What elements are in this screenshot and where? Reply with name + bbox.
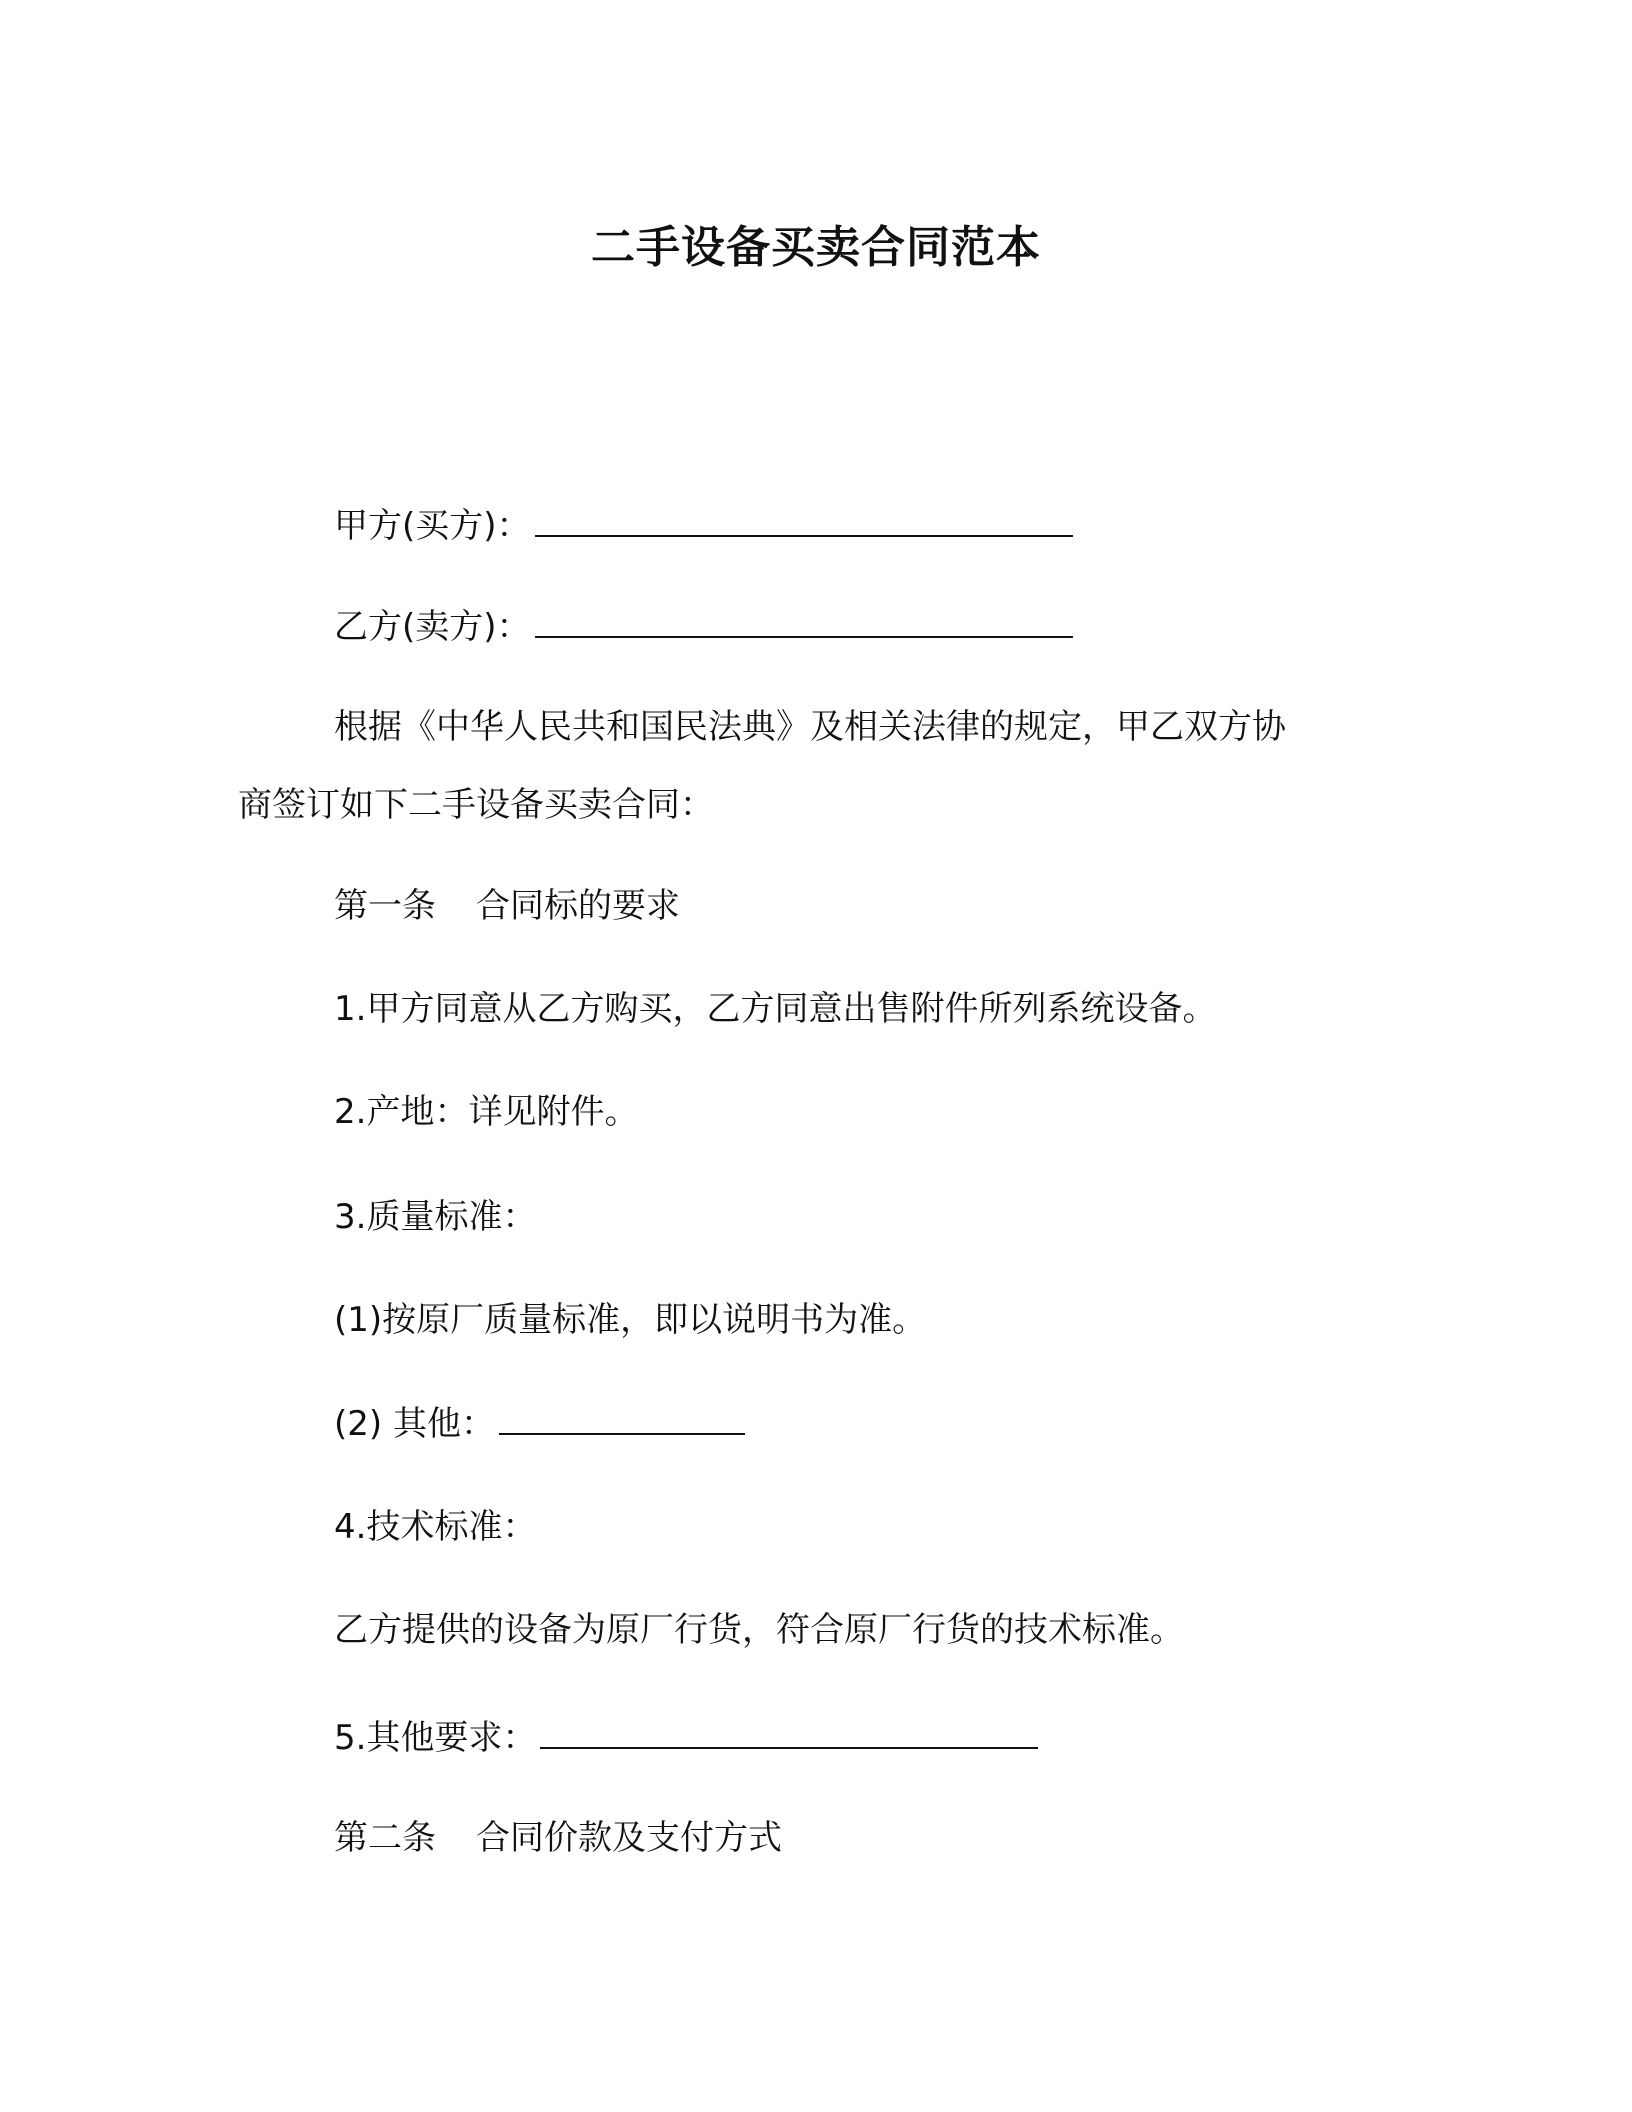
item-3-sub-2-label: (2) 其他：: [334, 1404, 495, 1444]
page-title: 二手设备买卖合同范本: [591, 222, 1041, 273]
item-2: 2.产地：详见附件。: [334, 1092, 639, 1132]
article-2-number: 第二条: [334, 1818, 436, 1858]
item-4-text: 乙方提供的设备为原厂行货，符合原厂行货的技术标准。: [334, 1610, 1184, 1650]
party-a-line: [334, 502, 1073, 550]
preamble-line-1: 根据《中华人民共和国民法典》及相关法律的规定，甲乙双方协: [334, 707, 1286, 747]
item-3-sub-2-blank: [499, 1409, 745, 1435]
party-b-line: [334, 603, 1073, 651]
item-3-sub-1: (1)按原厂质量标准，即以说明书为准。: [334, 1300, 927, 1340]
item-5: [334, 1714, 1038, 1762]
item-5-blank: [540, 1723, 1038, 1749]
item-1: 1.甲方同意从乙方购买，乙方同意出售附件所列系统设备。: [334, 989, 1217, 1029]
preamble-line-2: 商签订如下二手设备买卖合同：: [238, 785, 714, 825]
item-5-label: 5.其他要求：: [334, 1718, 537, 1758]
party-b-label: 乙方(卖方)：: [334, 607, 531, 647]
article-2-heading: [334, 1814, 782, 1862]
party-b-blank: [535, 612, 1073, 638]
party-a-label: 甲方(买方)：: [334, 506, 531, 546]
article-1-heading: [334, 882, 680, 930]
article-1-title: 合同标的要求: [476, 886, 680, 926]
article-2-title: 合同价款及支付方式: [476, 1818, 782, 1858]
party-a-blank: [535, 511, 1073, 537]
item-3: 3.质量标准：: [334, 1197, 537, 1237]
article-1-number: 第一条: [334, 886, 436, 926]
item-3-sub-2: [334, 1400, 745, 1448]
item-4: 4.技术标准：: [334, 1507, 537, 1547]
